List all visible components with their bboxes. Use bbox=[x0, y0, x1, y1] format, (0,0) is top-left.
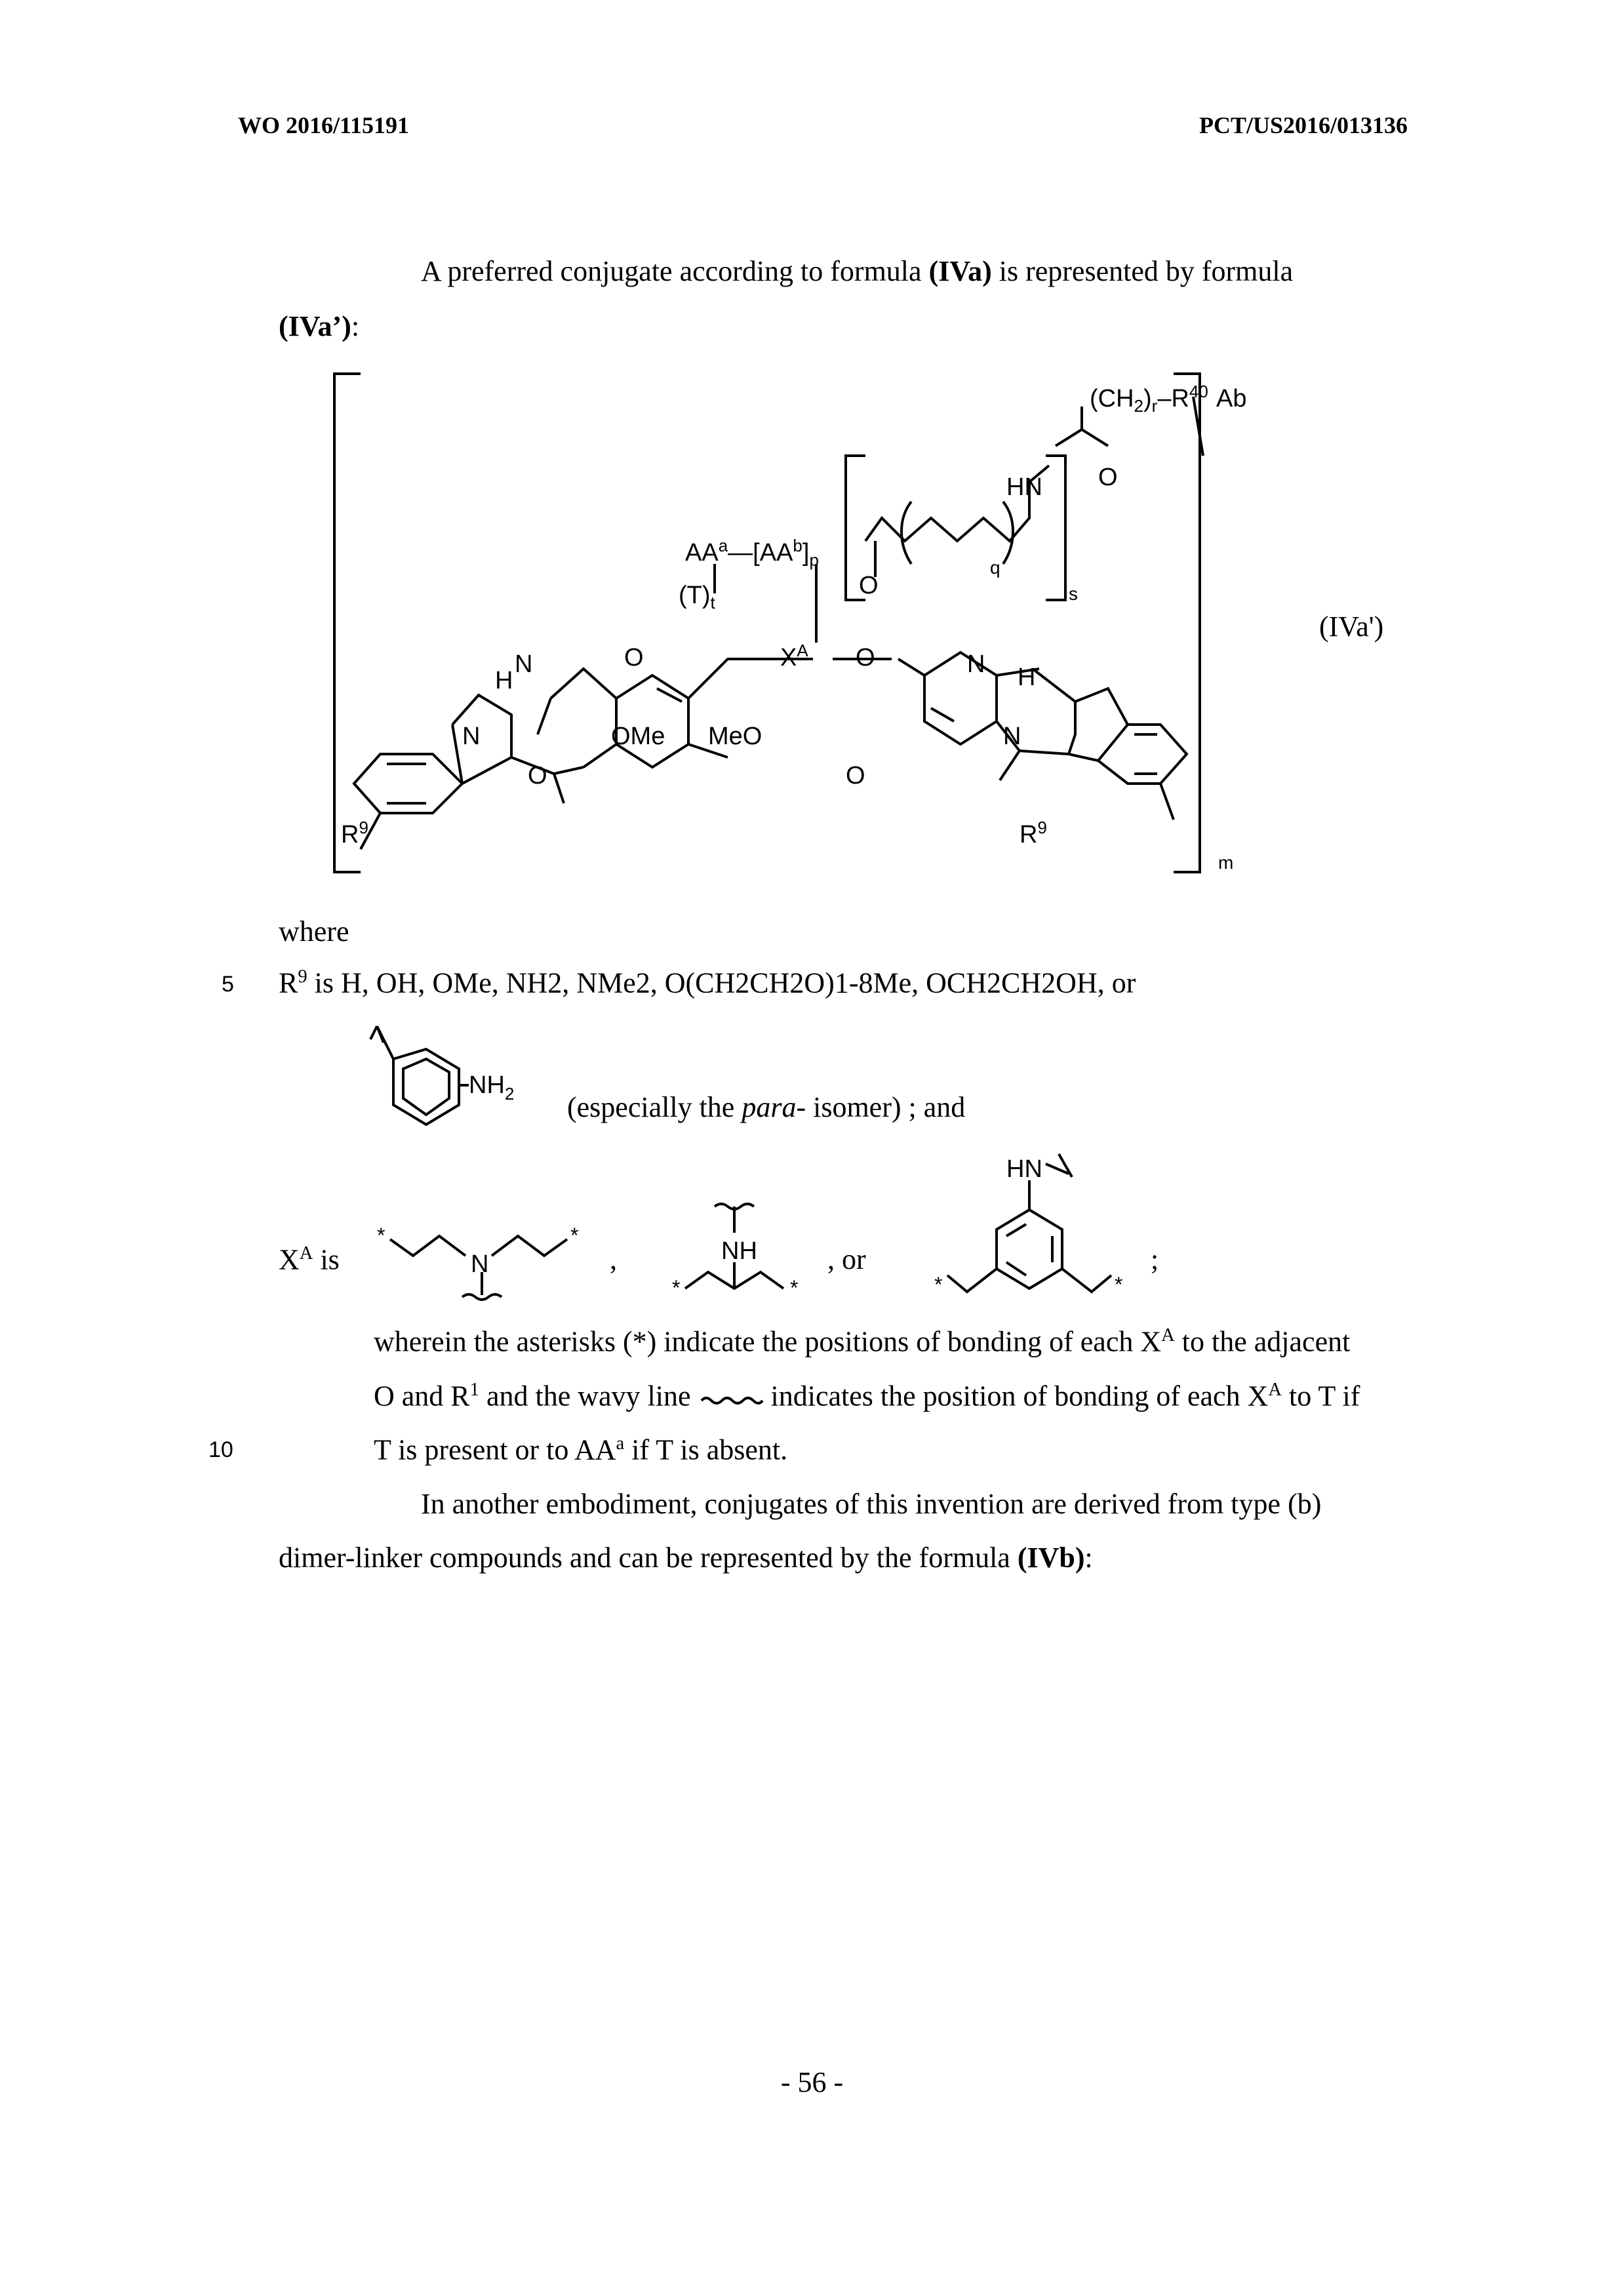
svg-text:*: * bbox=[570, 1224, 579, 1247]
header-application-number: PCT/US2016/013136 bbox=[1198, 112, 1408, 138]
xa-or: , or bbox=[827, 1243, 866, 1275]
svg-text:N: N bbox=[1003, 723, 1021, 750]
svg-text:HN: HN bbox=[1006, 1155, 1042, 1183]
svg-text:R9: $R^9$ bbox=[1020, 818, 1047, 848]
xa-semicolon: ; bbox=[1151, 1243, 1159, 1275]
svg-text:N: N bbox=[471, 1250, 489, 1278]
svg-text:*: * bbox=[1115, 1273, 1123, 1296]
another-embodiment-line-1: In another embodiment, conjugates of this invention are derived from type (b) bbox=[421, 1488, 1322, 1520]
header-patent-number: WO 2016/115191 bbox=[238, 112, 410, 138]
svg-text:N: N bbox=[462, 723, 481, 750]
svg-text:MeO: MeO bbox=[708, 723, 762, 750]
svg-text:HN: HN bbox=[1006, 473, 1042, 501]
svg-text:O: O bbox=[856, 644, 875, 671]
r9-definition: $R^9$ is H, OH, OMe, NH2, NMe2, O(CH2CH2O)1-8Me, OCH2CH2OH, or bbox=[279, 967, 1136, 999]
svg-text:m: m bbox=[1218, 852, 1234, 873]
svg-text:N: N bbox=[967, 650, 985, 678]
xa-comma-1: , bbox=[610, 1243, 617, 1275]
svg-text:*: * bbox=[377, 1224, 386, 1247]
formula-label: (IVa') bbox=[1319, 610, 1384, 643]
svg-text:O: O bbox=[1098, 464, 1118, 491]
intro-formula-ref: (IVa’): bbox=[279, 310, 360, 342]
wherein-line-3: T is present or to $AA^a$ if T is absent. bbox=[374, 1433, 788, 1466]
xa-option-aminobenzyl bbox=[921, 1144, 1170, 1308]
formula-iva-prime-structure bbox=[321, 367, 1285, 892]
svg-text:H: H bbox=[1018, 664, 1036, 691]
page-number: - 56 - bbox=[780, 2066, 844, 2098]
para-isomer-note: (especially the para- isomer) ; and bbox=[567, 1091, 966, 1123]
svg-text:*: * bbox=[672, 1276, 681, 1300]
intro-line: A preferred conjugate according to formula (IVa) is represented by formula bbox=[421, 255, 1294, 287]
svg-text:q: q bbox=[990, 557, 1000, 578]
svg-text:O: O bbox=[528, 762, 547, 789]
svg-text:O: O bbox=[859, 572, 879, 599]
svg-text:XA: $X^A$ bbox=[780, 641, 808, 671]
svg-text:NH2: $NH_2$ bbox=[469, 1071, 515, 1104]
xa-option-secondary-amine bbox=[659, 1190, 829, 1305]
svg-text:*: * bbox=[934, 1273, 943, 1296]
svg-text:O: O bbox=[624, 644, 644, 671]
svg-text:s: s bbox=[1069, 584, 1078, 604]
svg-text:R9: $R^9$ bbox=[341, 818, 368, 848]
svg-text:OMe: OMe bbox=[611, 723, 665, 750]
xa-definition-label: $X^A$ is bbox=[279, 1243, 340, 1276]
aminophenyl-structure bbox=[364, 1020, 574, 1138]
line-number-10: 10 bbox=[208, 1437, 233, 1462]
line-number-5: 5 bbox=[222, 972, 234, 997]
svg-text:AAa—[AAb]p: $AA^a—[AA^b]_p$ bbox=[685, 536, 819, 570]
svg-text:*: * bbox=[790, 1276, 799, 1300]
xa-option-tertiary-amine bbox=[374, 1220, 597, 1311]
wherein-line-2: O and $R^1$ and the wavy line indicates the position of bonding of each $X^A$ to T if bbox=[374, 1380, 1360, 1412]
where-label: where bbox=[279, 915, 349, 948]
svg-text:Ab: Ab bbox=[1216, 385, 1247, 412]
another-embodiment-line-2: dimer-linker compounds and can be represented by the formula (IVb): bbox=[279, 1542, 1093, 1574]
wherein-line-1: wherein the asterisks (*) indicate the positions of bonding of each $X^A$ to the adjacent bbox=[374, 1325, 1351, 1358]
svg-text:N: N bbox=[515, 650, 533, 678]
svg-text:H: H bbox=[495, 667, 513, 694]
svg-text:(CH2)r–R40: $(CH_2)_r-R^{40}$ bbox=[1090, 382, 1208, 416]
svg-text:(T)t: $(T)_t$ bbox=[679, 582, 715, 612]
wavy-line-icon bbox=[698, 1393, 764, 1406]
svg-text:NH: NH bbox=[721, 1237, 757, 1265]
svg-text:O: O bbox=[846, 762, 865, 789]
